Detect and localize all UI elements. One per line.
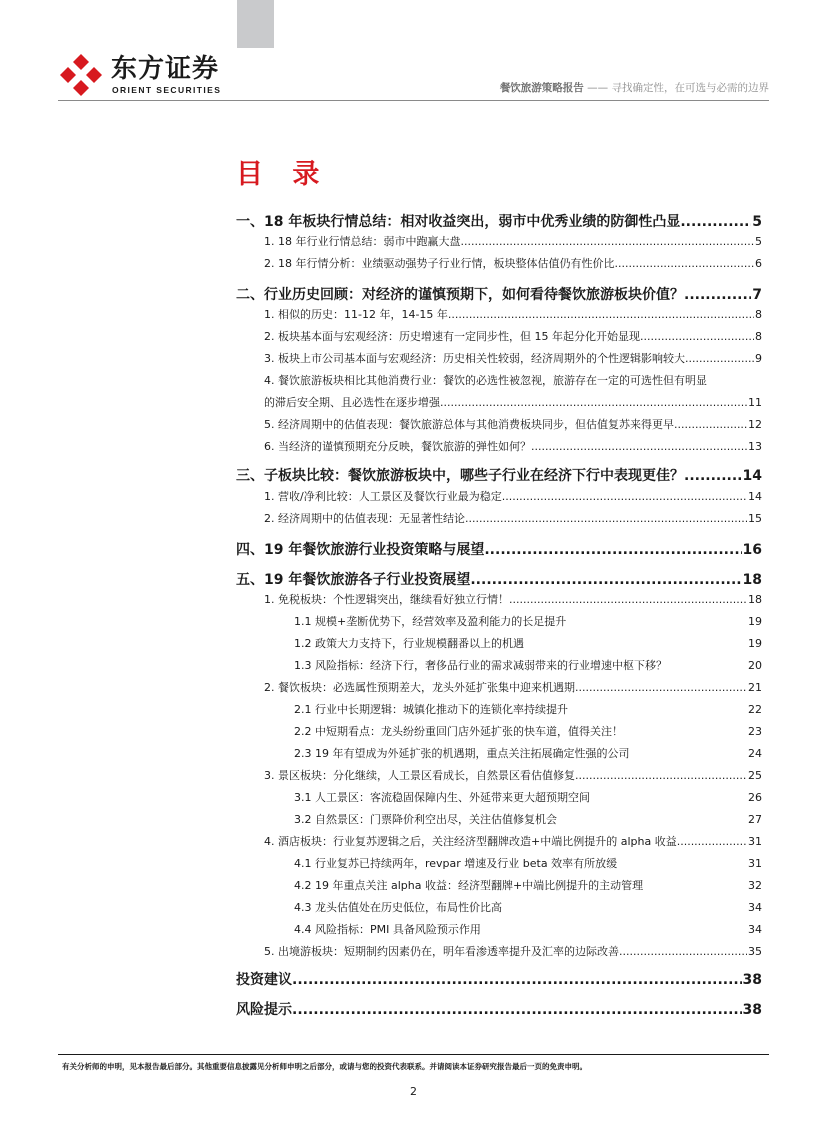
logo-mark-icon	[58, 52, 104, 98]
toc-entry-2-5[interactable]: 5. 经济周期中的估值表现：餐饮旅游总体与其他消费板块同步，但估值复苏来得更早 ..... 12	[236, 417, 762, 433]
toc-entry-2-4-line1[interactable]: 4. 餐饮旅游板块相比其他消费行业：餐饮的必选性被忽视，旅游存在一定的可选性但有明显	[264, 374, 707, 387]
toc-entry-5-3[interactable]: 3. 景区板块：分化继续，人工景区看成长，自然景区看估值修复 ..... 25	[236, 768, 762, 784]
header-separator: ——	[587, 82, 609, 94]
toc-entry-risk-warning[interactable]: 风险提示 ..... 38	[236, 1000, 762, 1020]
footer-rule	[58, 1054, 769, 1055]
toc-entry-section-5[interactable]: 五、19 年餐饮旅游各子行业投资展望 ..... 18	[236, 570, 762, 590]
header-decoration	[237, 0, 274, 48]
company-logo	[58, 52, 228, 100]
toc-entry-3-2[interactable]: 2. 经济周期中的估值表现：无显著性结论 ..... 15	[236, 511, 762, 527]
report-name: 餐饮旅游策略报告	[499, 82, 584, 94]
toc-entry-3-1[interactable]: 1. 营收/净利比较：人工景区及餐饮行业最为稳定 ..... 14	[236, 489, 762, 505]
toc-entry-5-2-1[interactable]: 2.1 行业中长期逻辑：城镇化推动下的连锁化率持续提升 22	[294, 703, 762, 716]
toc-entry-5-3-2[interactable]: 3.2 自然景区：门票降价利空出尽，关注估值修复机会 27	[294, 813, 762, 826]
toc-entry-5-2[interactable]: 2. 餐饮板块：必选属性预期差大，龙头外延扩张集中迎来机遇期 ..... 21	[236, 680, 762, 696]
toc-entry-5-4-2[interactable]: 4.2 19 年重点关注 alpha 收益：经济型翻牌+中端比例提升的主动管理 32	[294, 879, 762, 892]
toc-entry-5-5[interactable]: 5. 出境游板块：短期制约因素仍在，明年看渗透率提升及汇率的边际改善 ..... 35	[236, 944, 762, 960]
footer-disclaimer: 有关分析师的申明，见本报告最后部分。其他重要信息披露见分析师申明之后部分，或请与您的投资代表联系。并请阅读本证券研究报告最后一页的免责申明。	[62, 1062, 587, 1071]
toc-entry-5-2-2[interactable]: 2.2 中短期看点：龙头纷纷重回门店外延扩张的快车道，值得关注！ 23	[294, 725, 762, 738]
report-subtitle: 寻找确定性，在可选与必需的边界	[611, 82, 769, 94]
toc-entry-5-4-1[interactable]: 4.1 行业复苏已持续两年，revpar 增速及行业 beta 效率有所放缓 31	[294, 857, 762, 870]
toc-title: 目 录	[236, 159, 330, 190]
toc-entry-section-3[interactable]: 三、子板块比较：餐饮旅游板块中，哪些子行业在经济下行中表现更佳？ ..... 14	[236, 466, 762, 486]
logo-text-cn: 东方证券	[111, 54, 220, 84]
page-number: 2	[410, 1085, 417, 1098]
toc-entry-2-2[interactable]: 2. 板块基本面与宏观经济：历史增速有一定同步性，但 15 年起分化开始显现 ..... 8	[236, 329, 762, 345]
running-header	[500, 80, 769, 95]
logo-text-en: ORIENT SECURITIES	[112, 85, 222, 95]
toc-entry-2-6[interactable]: 6. 当经济的谨慎预期充分反映，餐饮旅游的弹性如何？ ..... 13	[236, 439, 762, 455]
toc-entry-1-1[interactable]: 1. 18 年行业行情总结：弱市中跑赢大盘 ..... 5	[236, 234, 762, 250]
toc-entry-5-1-1[interactable]: 1.1 规模+垄断优势下，经营效率及盈利能力的长足提升 19	[294, 615, 762, 628]
toc-entry-5-4-4[interactable]: 4.4 风险指标：PMI 具备风险预示作用 34	[294, 923, 762, 936]
header-rule	[58, 100, 769, 101]
toc-entry-section-1[interactable]: 一、18 年板块行情总结：相对收益突出，弱市中优秀业绩的防御性凸显 ..... 5	[236, 212, 762, 232]
toc-entry-5-1-2[interactable]: 1.2 政策大力支持下，行业规模翻番以上的机遇 19	[294, 637, 762, 650]
toc-entry-5-1-3[interactable]: 1.3 风险指标：经济下行，奢侈品行业的需求减弱带来的行业增速中枢下移？ 20	[294, 659, 762, 672]
toc-entry-investment-advice[interactable]: 投资建议 ..... 38	[236, 970, 762, 990]
toc-entry-5-4[interactable]: 4. 酒店板块：行业复苏逻辑之后，关注经济型翻牌改造+中端比例提升的 alpha 收益 ..... 31	[236, 834, 762, 850]
toc-entry-5-3-1[interactable]: 3.1 人工景区：客流稳固保障内生、外延带来更大超预期空间 26	[294, 791, 762, 804]
toc-entry-section-4[interactable]: 四、19 年餐饮旅游行业投资策略与展望 ..... 16	[236, 540, 762, 560]
toc-entry-2-4-line2[interactable]: 的滞后安全期、且必选性在逐步增强 ..... 11	[236, 395, 762, 411]
toc-entry-5-1[interactable]: 1. 免税板块：个性逻辑突出，继续看好独立行情！ ..... 18	[236, 592, 762, 608]
toc-entry-1-2[interactable]: 2. 18 年行情分析：业绩驱动强势子行业行情，板块整体估值仍有性价比 ..... 6	[236, 256, 762, 272]
toc-entry-5-4-3[interactable]: 4.3 龙头估值处在历史低位，布局性价比高 34	[294, 901, 762, 914]
toc-entry-section-2[interactable]: 二、行业历史回顾：对经济的谨慎预期下，如何看待餐饮旅游板块价值？ ..... 7	[236, 285, 762, 305]
toc-entry-2-3[interactable]: 3. 板块上市公司基本面与宏观经济：历史相关性较弱，经济周期外的个性逻辑影响较大 ..... 9	[236, 351, 762, 367]
toc-entry-5-2-3[interactable]: 2.3 19 年有望成为外延扩张的机遇期，重点关注拓展确定性强的公司 24	[294, 747, 762, 760]
toc-entry-2-1[interactable]: 1. 相似的历史：11-12 年，14-15 年 ..... 8	[236, 307, 762, 323]
